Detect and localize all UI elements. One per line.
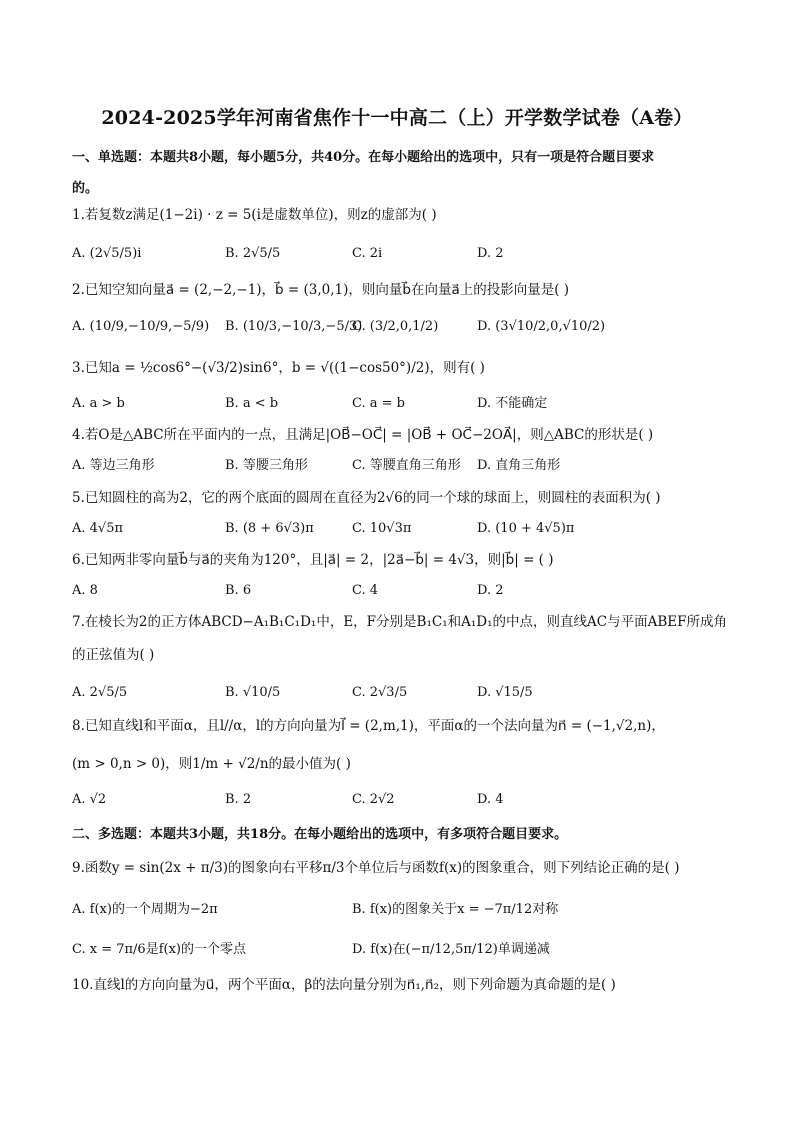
question-1-option-c: C. 2i [352, 246, 383, 261]
question-7-option-a: A. 2√5/5 [72, 685, 128, 700]
section1-heading-cont: 的。 [72, 181, 99, 196]
question-7-stem: 7.在棱长为2的正方体ABCD−A₁B₁C₁D₁中，E，F分别是B₁C₁和A₁D₁的中点，则直线AC与平面ABEF所成角 [72, 614, 727, 630]
question-3-stem: 3.已知a = ½cos6°−(√3/2)sin6°，b = √((1−cos50°)/2)，则有( ) [72, 360, 485, 376]
question-8-option-b: B. 2 [225, 792, 252, 807]
question-1-option-d: D. 2 [477, 246, 504, 261]
question-4-option-d: D. 直角三角形 [477, 458, 561, 473]
question-4-option-c: C. 等腰直角三角形 [352, 458, 461, 473]
question-3-option-a: A. a > b [72, 396, 125, 411]
question-2-option-c: C. (3/2,0,1/2) [352, 319, 439, 334]
question-4-stem: 4.若O是△ABC所在平面内的一点，且满足|OB⃗−OC⃗| = |OB⃗ + OC⃗−2OA⃗|，则△ABC的形状是( ) [72, 427, 654, 443]
question-2-stem: 2.已知空知向量a⃗ = (2,−2,−1)，b⃗ = (3,0,1)，则向量b⃗在向量a⃗上的投影向量是( ) [72, 282, 570, 298]
question-4-option-b: B. 等腰三角形 [225, 458, 308, 473]
question-6-option-a: A. 8 [72, 583, 98, 598]
question-8-stem: 8.已知直线l和平面α，且l//α，l的方向向量为l⃗ = (2,m,1)，平面α的一个法向量为n⃗ = (−1,√2,n)， [72, 718, 665, 734]
question-3-option-d: D. 不能确定 [477, 396, 548, 411]
question-3-option-b: B. a < b [225, 396, 279, 411]
question-1-stem: 1.若复数z满足(1−2i) · z = 5(i是虚数单位)，则z的虚部为( ) [72, 207, 437, 223]
question-9-option-c: C. x = 7π/6是f(x)的一个零点 [72, 942, 246, 957]
question-8-option-c: C. 2√2 [352, 792, 395, 807]
question-5-option-c: C. 10√3π [352, 521, 412, 536]
question-10-stem: 10.直线l的方向向量为u⃗，两个平面α，β的法向量分别为n⃗₁,n⃗₂，则下列命题为真命题的是( ) [72, 977, 616, 993]
question-5-option-d: D. (10 + 4√5)π [477, 521, 575, 536]
question-9-option-d: D. f(x)在(−π/12,5π/12)单调递减 [352, 942, 550, 957]
question-2-option-a: A. (10/9,−10/9,−5/9) [72, 319, 210, 334]
question-5-option-b: B. (8 + 6√3)π [225, 521, 314, 536]
question-1-option-b: B. 2√5/5 [225, 246, 281, 261]
question-8-option-a: A. √2 [72, 792, 107, 807]
question-6-option-c: C. 4 [352, 583, 379, 598]
question-6-option-d: D. 2 [477, 583, 504, 598]
question-1-option-a: A. (2√5/5)i [72, 246, 142, 261]
question-2-option-d: D. (3√10/2,0,√10/2) [477, 319, 606, 334]
question-9-option-a: A. f(x)的一个周期为−2π [72, 902, 218, 917]
question-9-option-b: B. f(x)的图象关于x = −7π/12对称 [352, 902, 559, 917]
question-3-option-c: C. a = b [352, 396, 405, 411]
page-title: 2024-2025学年河南省焦作十一中高二（上）开学数学试卷（A卷） [101, 107, 693, 129]
section1-heading: 一、单选题：本题共8小题，每小题5分，共40分。在每小题给出的选项中，只有一项是符合题目要求 [72, 150, 655, 165]
question-8-option-d: D. 4 [477, 792, 504, 807]
question-7-stem-cont: 的正弦值为( ) [72, 647, 155, 663]
section2-heading: 二、多选题：本题共3小题，共18分。在每小题给出的选项中，有多项符合题目要求。 [72, 827, 568, 842]
question-2-option-b: B. (10/3,−10/3,−5/3) [225, 319, 363, 334]
question-6-stem: 6.已知两非零向量b⃗与a⃗的夹角为120°，且|a⃗| = 2，|2a⃗−b⃗| = 4√3，则|b⃗| = ( ) [72, 552, 554, 568]
question-9-stem: 9.函数y = sin(2x + π/3)的图象向右平移π/3个单位后与函数f(x)的图象重合，则下列结论正确的是( ) [72, 860, 680, 876]
question-7-option-d: D. √15/5 [477, 685, 533, 700]
question-8-stem-cont: (m > 0,n > 0)，则1/m + √2/n的最小值为( ) [72, 756, 351, 772]
question-7-option-c: C. 2√3/5 [352, 685, 408, 700]
question-5-option-a: A. 4√5π [72, 521, 124, 536]
question-4-option-a: A. 等边三角形 [72, 458, 155, 473]
question-6-option-b: B. 6 [225, 583, 252, 598]
question-5-stem: 5.已知圆柱的高为2，它的两个底面的圆周在直径为2√6的同一个球的球面上，则圆柱的表面积为( ) [72, 490, 661, 506]
question-7-option-b: B. √10/5 [225, 685, 281, 700]
